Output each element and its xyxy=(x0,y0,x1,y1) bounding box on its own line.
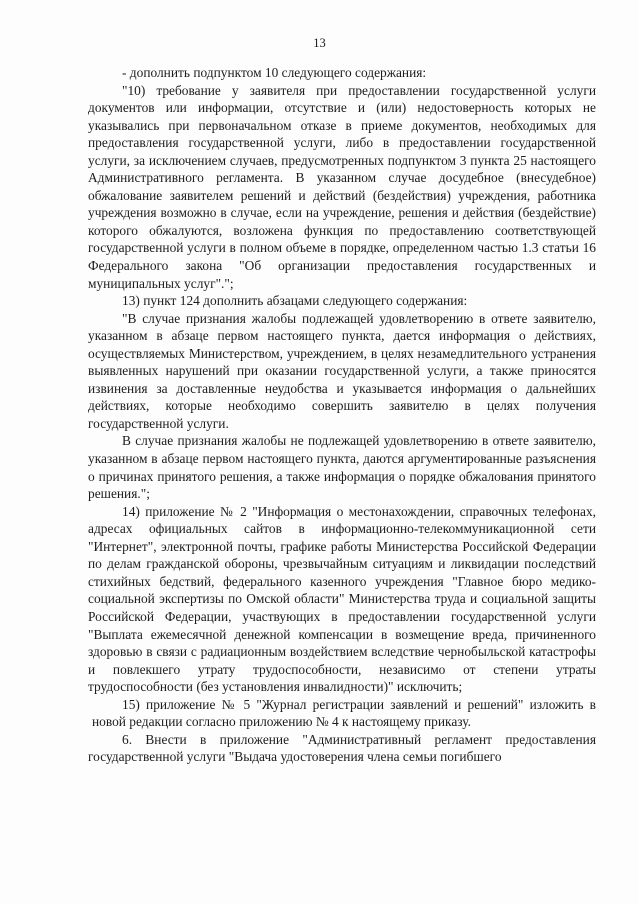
document-body xyxy=(88,64,596,766)
paragraph-subclause-10-text: "10) требование у заявителя при предоставлении государственной услуги документов или информации, отсутствие и (или) недостоверность которых не указывались при первоначальном отказе в приеме документов, необходимых для предоставления государственной услуги, либо в предоставлении государственной услуги, за исключением случаев, предусмотренных подпунктом 3 пункта 25 настоящего Административного регламента. В указанном случае досудебное (внесудебное) обжалование заявителем решений и действий (бездействия) учреждения, работника учреждения возможно в случае, если на учреждение, решения и действия (бездействие) которого обжалуются, возложена функция по предоставлению соответствующей государственной услуги в полном объеме в порядке, определенном частью 1.3 статьи 16 Федерального закона "Об организации предоставления государственных и муниципальных услуг"."; xyxy=(88,82,596,291)
paragraph-item-13: 13) пункт 124 дополнить абзацами следующего содержания: xyxy=(122,293,468,309)
paragraph-complaint-not-satisfied: В случае признания жалобы не подлежащей удовлетворению в ответе заявителю, указанном в абзаце первом настоящего пункта, даются аргументированные разъяснения о причинах принятого решения, а также информация о порядке обжалования принятого решения."; xyxy=(88,433,596,502)
paragraph-complaint-satisfied: "В случае признания жалобы подлежащей удовлетворению в ответе заявителю, указанном в абзаце первом настоящего пункта, дается информация о действиях, осуществляемых Министерством, учреждением, в целях незамедлительного устранения выявленных нарушений при оказании государственной услуги, а также приносятся извинения за доставленные неудобства и указывается информация о дальнейших действиях, которые необходимо совершить заявителю в целях получения государственной услуги. xyxy=(88,310,596,431)
page-number: 13 xyxy=(313,36,326,50)
paragraph-item-14: 14) приложение № 2 "Информация о местонахождении, справочных телефонах, адресах официальных сайтов в информационно-телекоммуникационной сети "Интернет", электронной почты, графике работы Министерства Российской Федерации по делам гражданской обороны, чрезвычайным ситуациям и ликвидации последствий стихийных бедствий, федерального казенного учреждения "Главное бюро медико-социальной экспертизы по Омской области" Министерства труда и социальной защиты Российской Федерации, участвующих в предоставлении государственной услуги "Выплата ежемесячной денежной компенсации в возмещение вреда, причиненного здоровью в связи с радиационным воздействием вследствие чернобыльской катастрофы и повлекшего утрату трудоспособности, независимо от степени утраты трудоспособности (без установления инвалидности)" исключить; xyxy=(88,503,596,695)
paragraph-add-subclause-10: - дополнить подпунктом 10 следующего содержания: xyxy=(122,65,427,80)
paragraph-item-6: 6. Внести в приложение "Административный регламент предоставления государственной услуги "Выдача удостоверения члена семьи погибшего xyxy=(88,731,596,765)
paragraph-item-15: 15) приложение № 5 "Журнал регистрации заявлений и решений" изложить в новой редакции согласно приложению № 4 к настоящему приказу. xyxy=(92,696,596,730)
